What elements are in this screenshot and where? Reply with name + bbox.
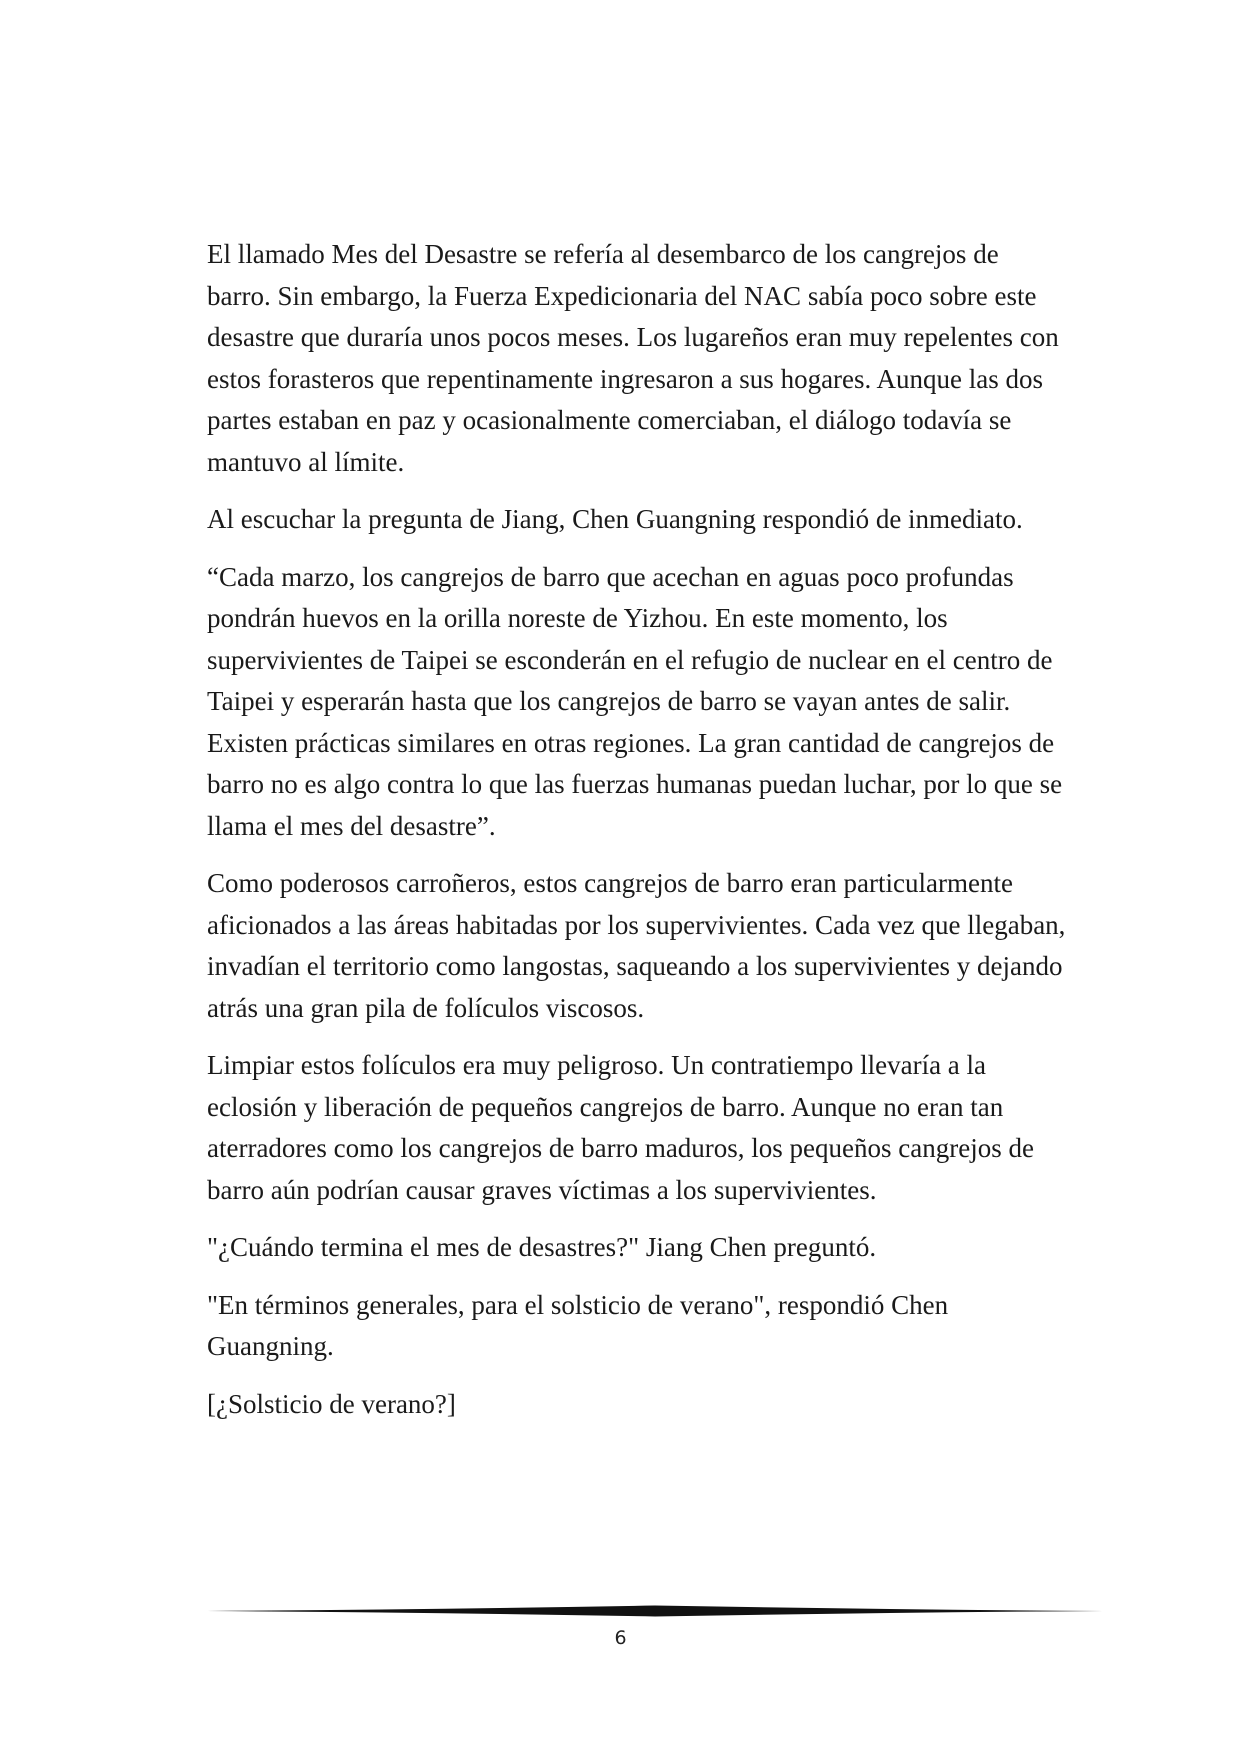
footer-divider bbox=[207, 1604, 1103, 1618]
paragraph-1: El llamado Mes del Desastre se refería al desembarco de los cangrejos de barro. Sin embargo, la Fuerza Expedicionaria del NAC sabía poco sobre este desastre que duraría unos pocos meses. Los lugareños eran muy repelentes con estos forasteros que repentinamente ingresaron a sus hogares. Aunque las dos partes estaban en paz y ocasionalmente comerciaban, el diálogo todavía se mantuvo al límite. bbox=[207, 239, 1059, 477]
paragraph-6: "¿Cuándo termina el mes de desastres?" Jiang Chen preguntó. bbox=[207, 1232, 877, 1262]
paragraph-4: Como poderosos carroñeros, estos cangrejos de barro eran particularmente aficionados a las áreas habitadas por los supervivientes. Cada vez que llegaban, invadían el territorio como langostas, saqueando a los supervivientes y dejando atrás una gran pila de folículos viscosos. bbox=[207, 868, 1066, 1023]
paragraph-8: [¿Solsticio de verano?] bbox=[207, 1388, 456, 1419]
paragraph-2: Al escuchar la pregunta de Jiang, Chen Guangning respondió de inmediato. bbox=[207, 504, 1023, 534]
page-number: 6 bbox=[614, 1627, 627, 1649]
body-text bbox=[207, 234, 1067, 1441]
paragraph-5: Limpiar estos folículos era muy peligroso. Un contratiempo llevaría a la eclosión y liberación de pequeños cangrejos de barro. Aunque no eran tan aterradores como los cangrejos de barro maduros, los pequeños cangrejos de barro aún podrían causar graves víctimas a los supervivientes. bbox=[207, 1050, 1034, 1205]
paragraph-3: “Cada marzo, los cangrejos de barro que acechan en aguas poco profundas pondrán huevos en la orilla noreste de Yizhou. En este momento, los supervivientes de Taipei se esconderán en el refugio de nuclear en el centro de Taipei y esperarán hasta que los cangrejos de barro se vayan antes de salir. Existen prácticas similares en otras regiones. La gran cantidad de cangrejos de barro no es algo contra lo que las fuerzas humanas puedan luchar, por lo que se llama el mes del desastre”. bbox=[207, 561, 1063, 841]
paragraph-7: "En términos generales, para el solsticio de verano", respondió Chen Guangning. bbox=[207, 1289, 949, 1361]
